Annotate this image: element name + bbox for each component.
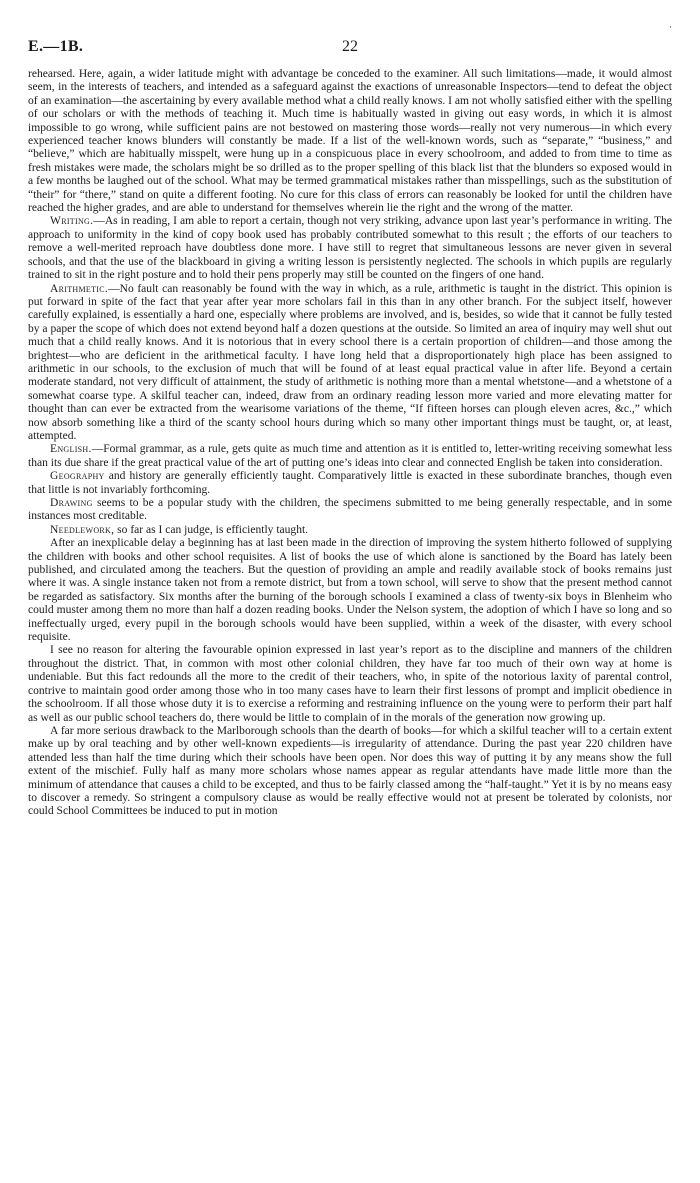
paragraph-attendance (28, 725, 672, 819)
paragraph-discipline (28, 644, 672, 724)
paragraph-books (28, 537, 672, 644)
report-body (28, 68, 672, 819)
paragraph-text: rehearsed. Here, again, a wider latitude might with advantage be conceded to the examiner. All such limitations—made, it would almost seem, in the interests of teachers, and intended as a safeguard against the exactions of unreasonable Inspectors—tend to defeat the object of an examination—the ascertaining by every available method what a child really knows. I am not wholly satisfied either with the spelling of our scholars or with the methods of teaching it. Much time is habitually wasted in giving out easy words, in which it is almost impossible to go wrong, while sufficient pains are not bestowed on mastering those words—really not very numerous—in which every experienced teacher knows blunders will constantly be made. If a list of the well-known words, such as “separate,” “business,” and “believe,” which are habitually misspelt, were hung up in a conspicuous place in every schoolroom, and added to from time to time as fresh mistakes were made, the scholars might be so drilled as to the proper spelling of this black list that the blunders so exposed would in a few months be laughed out of the school. What may be termed grammatical mistakes rather than misspellings, such as the substitution of “their” for “there,” stand on quite a different footing. No cure for this class of errors can reasonably be looked for until the children have reached the higher grades, and are able to understand for themselves wherein lie the right and the wrong of the matter. (28, 68, 672, 215)
paragraph-text: After an inexplicable delay a beginning has at last been made in the direction of improving the system hitherto followed of supplying the children with books and other school requisites. A list of books the use of which alone is sanctioned by the Board has lately been published, and circulated among the teachers. But the question of providing an ample and readily available stock of books remains just where it was. A single instance taken not from a remote district, but from a town school, will serve to show that the present method cannot be regarded as satisfactory. Six months after the burning of the borough schools I examined a class of twenty-six boys in Blenheim who could muster among them no more than half a dozen reading books. Under the Nelson system, the adoption of which I have so long and so ineffectually urged, every pupil in the borough schools would have been supplied, within a week of the disaster, with every school requisite. (28, 537, 672, 644)
paragraph-text: and history are generally efficiently taught. Comparatively little is exacted in these subordinate branches, though even that little is not invariably forthcoming. (28, 470, 672, 496)
section-heading: English. (50, 443, 92, 456)
paragraph-spelling (28, 68, 672, 215)
section-heading: Geography (50, 470, 105, 483)
section-heading: Drawing (50, 497, 93, 509)
running-head: E.—1B. (28, 38, 84, 55)
corner-mark: · (669, 22, 672, 32)
page-header (28, 22, 672, 60)
paragraph-text: I see no reason for altering the favourable opinion expressed in last year’s report as to the discipline and manners of the children throughout the district. That, in common with most other colonial children, they have far too much of their own way at home is undeniable. But this fact redounds all the more to the credit of their teachers, who, in spite of the notorious laxity of parental control, contrive to maintain good order among those who in too many cases have to learn their first lessons of prompt and implicit obedience in the schoolroom. If all those whose duty it is to exercise a reforming and restraining influence on the young were to perform their part half as well as our public school teachers do, there would be little to complain of in the morals of the generation now growing up. (28, 644, 672, 724)
paragraph-arithmetic (28, 283, 672, 444)
paragraph-text: seems to be a popular study with the children, the specimens submitted to me being generally respectable, and in some instances most creditable. (28, 497, 672, 523)
paragraph-text: —Formal grammar, as a rule, gets quite as much time and attention as it is entitled to, letter-writing receiving somewhat less than its due share if the great practical value of the art of putting one’s ideas into clear and connected English be taken into consideration. (28, 443, 672, 469)
paragraph-text: —As in reading, I am able to report a certain, though not very striking, advance upon last year’s performance in writing. The approach to uniformity in the kind of copy book used has probably contributed somewhat to this result ; the efforts of our teachers to remove a well-merited reproach have doubtless done more. I have still to regret that simultaneous lessons are never given in several schools, and that the use of the blackboard in giving a writing lesson is persistently neglected. The schools in which pupils are regularly trained to sit in the right posture and to hold their pens properly may still be counted on the fingers of one hand. (28, 215, 672, 282)
page-number: 22 (342, 38, 358, 55)
paragraph-geography (28, 470, 672, 497)
paragraph-text: A far more serious drawback to the Marlborough schools than the dearth of books—for which a skilful teacher will to a certain extent make up by oral teaching and by other well-known expedients—is irregularity of attendance. During the past year 220 children have attended less than half the time during which their schools have been open. Nor does this way of putting it by any means show the full extent of the mischief. Fully half as many more scholars whose names appear as regular attendants have made little more than the minimum of attendance that causes a child to be excepted, and thus to be fairly classed among the “half-taught.” Yet it is by no means easy to discover a remedy. So stringent a compulsory clause as would be really effective would not at present be tolerated by colonists, nor could School Committees be induced to put in motion (28, 724, 672, 818)
section-heading: Needlework, (50, 523, 115, 536)
paragraph-text: so far as I can judge, is efficiently taught. (114, 523, 309, 536)
paragraph-writing (28, 215, 672, 282)
paragraph-drawing (28, 497, 672, 524)
paragraph-english (28, 443, 672, 470)
section-heading: Arithmetic. (50, 282, 109, 295)
paragraph-needlework (28, 524, 672, 537)
section-heading: Writing. (50, 215, 94, 228)
paragraph-text: —No fault can reasonably be found with the way in which, as a rule, arithmetic is taught in the district. This opinion is put forward in spite of the fact that year after year more scholars fail in this than in any other branch. For the subject itself, however carefully explained, is essentially a hard one, especially where problems are involved, and is, besides, so wide that it cannot be fully tested by a paper the scope of which does not extend beyond half a dozen questions at the outside. So limited an area of inquiry may well shut out much that a child really knows. And it is notorious that in every school there is a certain proportion of children—and those among the brightest—who are deficient in the arithmetical faculty. I have long held that a disproportionately high place has been assigned to arithmetic in our schools, to the exclusion of much that will be found of at least equal practical value in after life. Beyond a certain moderate standard, not very difficult of attainment, the study of arithmetic is nothing more than a mental whetstone—and a whetstone of a somewhat coarse type. A skilful teacher can, indeed, draw from an ordinary reading lesson more varied and more elevating matter for thought than can ever be extracted from the wearisome variations of the theme, “If fifteen horses can plough eleven acres, &c.,” which now absorb something like a third of the scanty school hours during which so many other important things must be taught, or, at least, attempted. (28, 282, 672, 442)
